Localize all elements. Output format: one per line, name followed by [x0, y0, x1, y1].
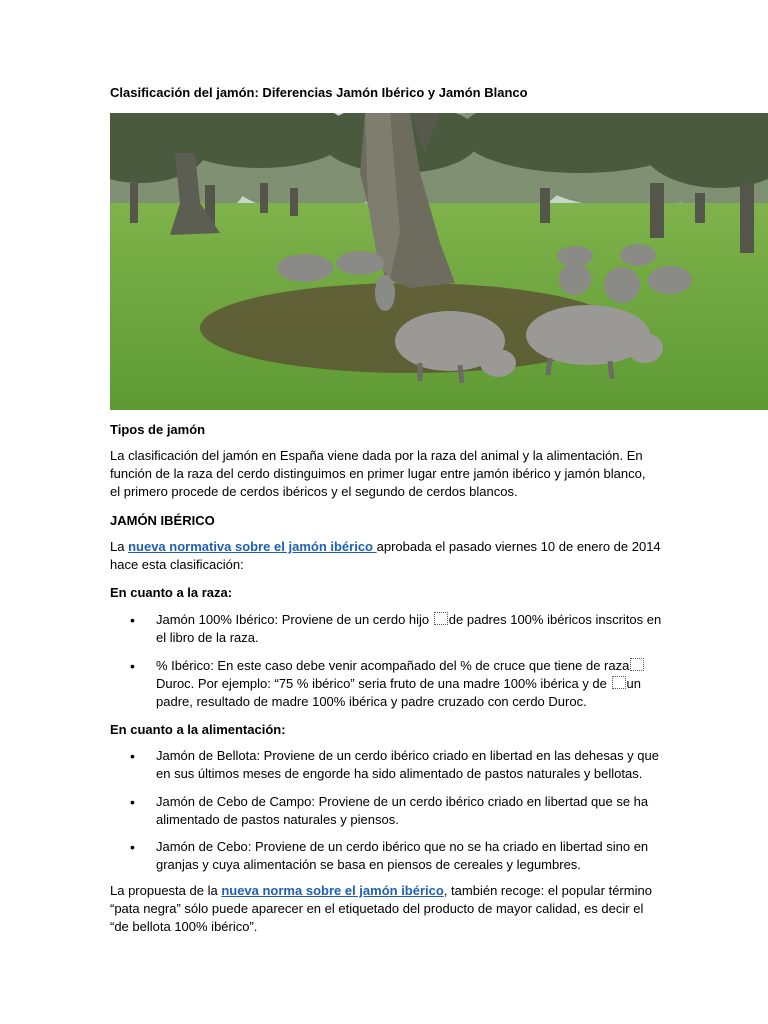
normativa-line2: hace esta clasificación:: [110, 557, 244, 572]
list-item-raza-porcentaje: [156, 657, 666, 711]
bullet-marker: •: [130, 839, 135, 855]
normativa-paragraph: [110, 538, 670, 574]
bullet-marker: •: [130, 794, 135, 810]
normativa-link[interactable]: nueva normativa sobre el jamón ibérico: [128, 539, 377, 554]
final-line3: “de bellota 100% ibérico”.: [110, 919, 258, 934]
list-item-text: de padres 100% ibéricos inscritos en: [448, 612, 662, 627]
list-item-text: Jamón 100% Ibérico: Proviene de un cerdo hijo: [156, 612, 433, 627]
list-item-cebo-campo: [156, 793, 666, 829]
list-item-text: alimentado de pastos naturales y piensos.: [156, 812, 399, 827]
section-heading-alimentacion: En cuanto a la alimentación:: [110, 722, 286, 737]
list-item-text: el libro de la raza.: [156, 630, 259, 645]
list-item-text: en sus últimos meses de engorde ha sido alimentado de pastos naturales y bellotas.: [156, 766, 643, 781]
section-heading-tipos: Tipos de jamón: [110, 422, 206, 437]
list-item-text: un: [626, 676, 641, 691]
list-item-text: granjas y cuya alimentación se basa en piensos de cereales y legumbres.: [156, 857, 581, 872]
section-heading-iberico: JAMÓN IBÉRICO: [110, 513, 215, 528]
list-item-bellota: [156, 747, 666, 783]
missing-glyph-icon: [434, 612, 448, 625]
norma-link[interactable]: nueva norma sobre el jamón ibérico: [221, 883, 444, 898]
list-item-text: Jamón de Bellota: Proviene de un cerdo ibérico criado en libertad en las dehesas y que: [156, 748, 659, 763]
normativa-pre: La: [110, 539, 129, 554]
missing-glyph-icon: [612, 676, 626, 689]
intro-line: función de la raza del cerdo distinguimos en primer lugar entre jamón ibérico y jamón blanco,: [110, 466, 646, 481]
bullet-marker: •: [130, 748, 135, 764]
list-item-raza-100: [156, 611, 666, 647]
intro-line: el primero procede de cerdos ibéricos y el segundo de cerdos blancos.: [110, 484, 518, 499]
list-item-text: Duroc. Por ejemplo: “75 % ibérico” seria fruto de una madre 100% ibérica y de: [156, 676, 611, 691]
normativa-post: aprobada el pasado viernes 10 de enero de 2014: [376, 539, 661, 554]
bullet-marker: •: [130, 612, 135, 628]
final-pre: La propuesta de la: [110, 883, 222, 898]
dehesa-illustration: [110, 113, 768, 410]
intro-line: La clasificación del jamón en España viene dada por la raza del animal y la alimentación. En: [110, 448, 643, 463]
final-line2: “pata negra” sólo puede aparecer en el etiquetado del producto de mayor calidad, es decir el: [110, 901, 644, 916]
missing-glyph-icon: [630, 658, 644, 671]
final-paragraph: [110, 882, 670, 936]
intro-paragraph: [110, 447, 670, 501]
section-heading-raza: En cuanto a la raza:: [110, 585, 233, 600]
list-item-cebo: [156, 838, 666, 874]
document-title: Clasificación del jamón: Diferencias Jamón Ibérico y Jamón Blanco: [110, 85, 528, 100]
bullet-marker: •: [130, 658, 135, 674]
pigs-photo: [110, 113, 768, 410]
list-item-text: % Ibérico: En este caso debe venir acompañado del % de cruce que tiene de raza: [156, 658, 630, 673]
list-item-text: padre, resultado de madre 100% ibérica y padre cruzado con cerdo Duroc.: [156, 694, 587, 709]
list-item-text: Jamón de Cebo: Proviene de un cerdo ibérico que no se ha criado en libertad sino en: [156, 839, 649, 854]
final-post: , también recoge: el popular término: [443, 883, 652, 898]
list-item-text: Jamón de Cebo de Campo: Proviene de un cerdo ibérico criado en libertad que se ha: [156, 794, 649, 809]
